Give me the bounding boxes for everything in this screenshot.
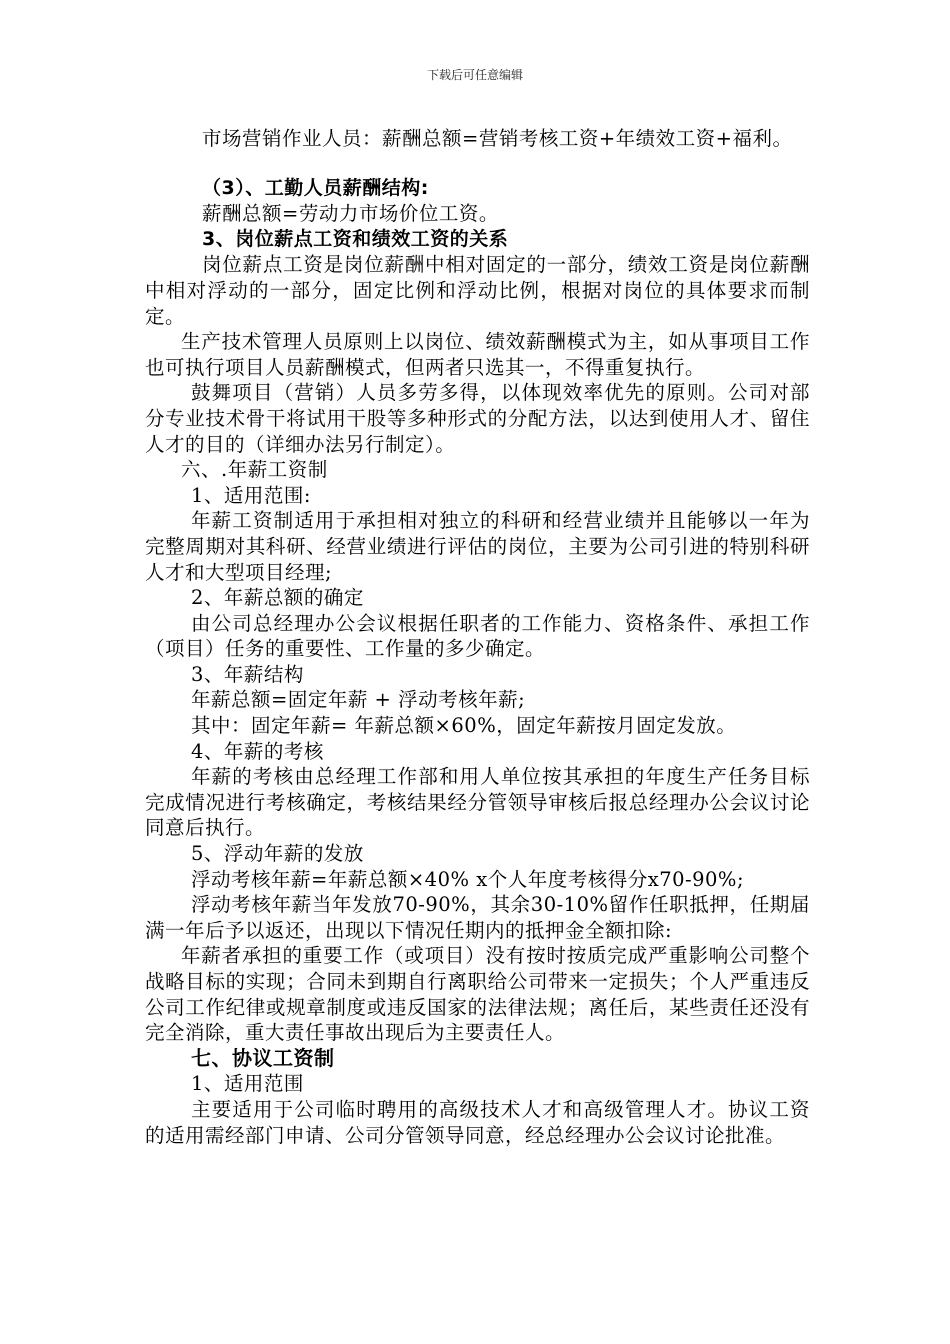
page-header: 下载后可任意编辑 bbox=[426, 68, 523, 82]
paragraph-fixed-salary: 其中：固定年薪= 年薪总额×60%，固定年薪按月固定发放。 bbox=[191, 714, 737, 738]
paragraph-assessment: 年薪的考核由总经理工作部和用人单位按其承担的年度生产任务目标完成情况进行考核确定，考核结果经分管领导审核后报总经理办公会议讨论同意后执行。 bbox=[145, 765, 810, 840]
heading-annual-salary-system: 六、.年薪工资制 bbox=[181, 458, 328, 482]
document-body bbox=[145, 126, 810, 1148]
paragraph-deduction-conditions: 年薪者承担的重要工作（或项目）没有按时按质完成严重影响公司整个战略目标的实现；合同未到期自行离职给公司带来一定损失；个人严重违反公司工作纪律或规章制度或违反国家的法律法规；离任后，某些责任还没有完全消除，重大责任事故出现后为主要责任人。 bbox=[145, 944, 810, 1045]
heading-agreement-salary: 七、协议工资制 bbox=[191, 1045, 335, 1070]
subheading-assessment: 4、年薪的考核 bbox=[191, 739, 324, 763]
paragraph-agreement-scope: 主要适用于公司临时聘用的高级技术人才和高级管理人才。协议工资的适用需经部门申请、公司分管领导同意，经总经理办公会议讨论批准。 bbox=[145, 1097, 810, 1147]
subheading-structure: 3、年薪结构 bbox=[191, 662, 304, 686]
paragraph-post-points: 岗位薪点工资是岗位薪酬中相对固定的一部分，绩效工资是岗位薪酬中相对浮动的一部分，固定比例和浮动比例，根据对岗位的具体要求而制定。 bbox=[145, 253, 810, 328]
subheading-floating-payment: 5、浮动年薪的发放 bbox=[191, 842, 364, 866]
paragraph-scope: 年薪工资制适用于承担相对独立的科研和经营业绩并且能够以一年为完整周期对其科研、经营业绩进行评估的岗位，主要为公司引进的特别科研人才和大型项目经理; bbox=[145, 509, 810, 584]
subheading-total-determination: 2、年薪总额的确定 bbox=[191, 586, 364, 610]
paragraph-floating-release: 浮动考核年薪当年发放70-90%，其余30-10%留作任职抵押，任期届满一年后予以返还，出现以下情况任期内的抵押金全额扣除: bbox=[145, 893, 810, 942]
paragraph-total-determination: 由公司总经理办公会议根据任职者的工作能力、资格条件、承担工作（项目）任务的重要性、工作量的多少确定。 bbox=[145, 611, 810, 661]
subheading-scope: 1、适用范围: bbox=[191, 483, 311, 507]
paragraph-tech-management: 生产技术管理人员原则上以岗位、绩效薪酬模式为主，如从事项目工作也可执行项目人员薪酬模式，但两者只选其一，不得重复执行。 bbox=[145, 330, 810, 379]
paragraph-encourage-project: 鼓舞项目（营销）人员多劳多得，以体现效率优先的原则。公司对部分专业技术骨干将试用干股等多种形式的分配方法，以达到使用人才、留住人才的目的（详细办法另行制定）。 bbox=[145, 381, 810, 456]
paragraph-floating-formula: 浮动考核年薪=年薪总额×40% x个人年度考核得分x70-90%; bbox=[191, 867, 745, 891]
heading-worker-salary-structure: （3）、工勤人员薪酬结构: bbox=[202, 176, 429, 199]
subheading-agreement-scope: 1、适用范围 bbox=[191, 1072, 304, 1096]
paragraph-structure-formula: 年薪总额=固定年薪 + 浮动考核年薪; bbox=[191, 688, 526, 712]
paragraph-marketing-staff: 市场营销作业人员：薪酬总额=营销考核工资+年绩效工资+福利。 bbox=[202, 127, 793, 150]
paragraph-worker-total: 薪酬总额=劳动力市场价位工资。 bbox=[202, 202, 499, 226]
heading-post-vs-performance: 3、岗位薪点工资和绩效工资的关系 bbox=[202, 227, 509, 250]
